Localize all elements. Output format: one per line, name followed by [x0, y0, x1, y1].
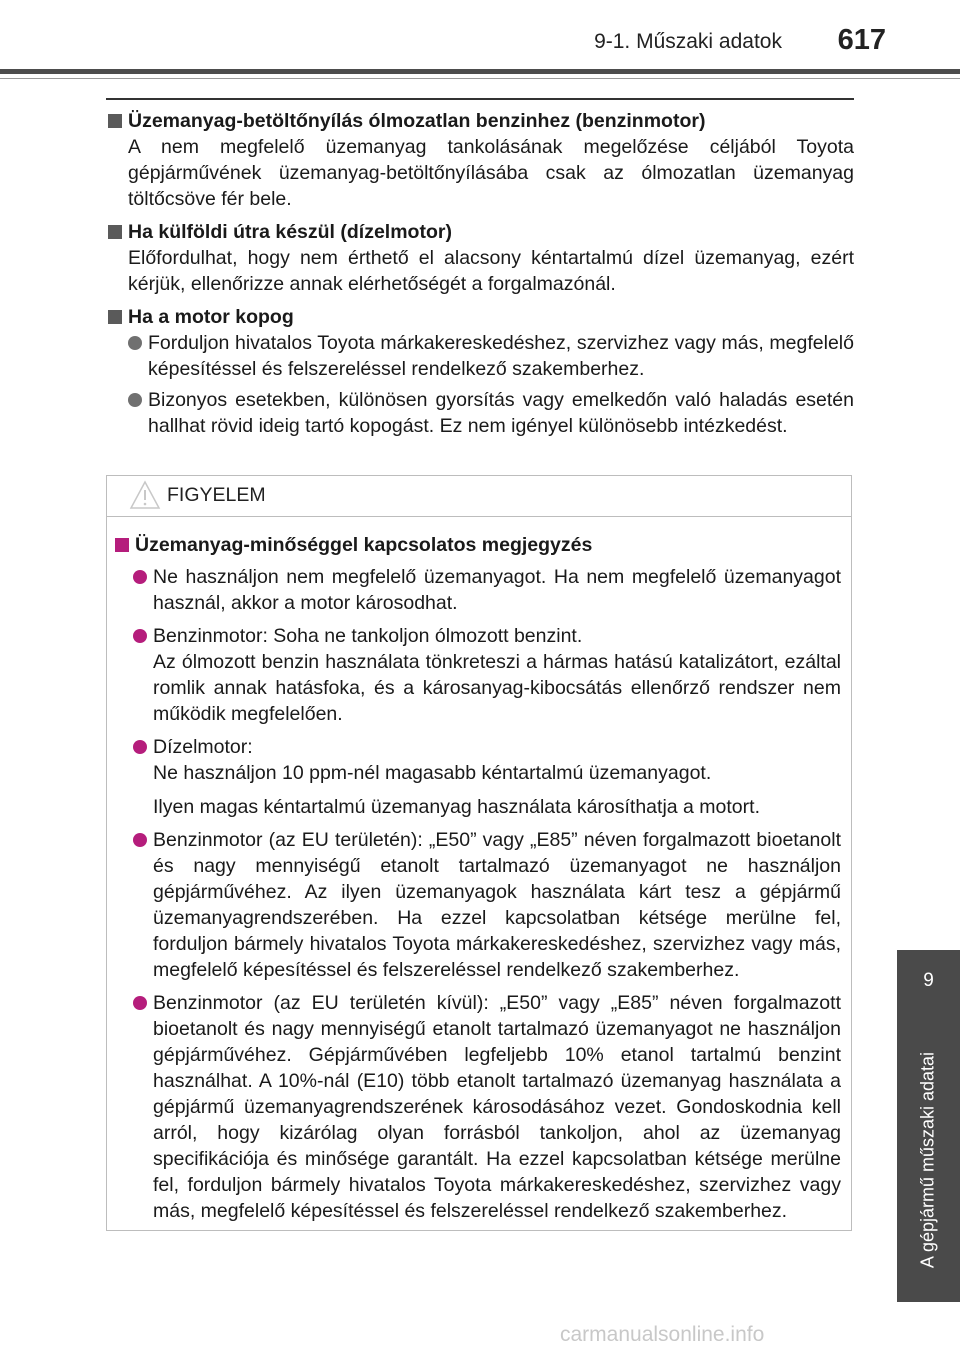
bullet-text: Dízelmotor: [153, 736, 253, 758]
list-item [133, 734, 841, 820]
bullet-text: Ilyen magas kéntartalmú üzemanyag használata károsíthatja a motort. [153, 796, 760, 818]
list-item [128, 330, 854, 382]
round-bullet-icon [128, 336, 142, 350]
square-bullet-icon [108, 114, 122, 128]
list-item [133, 827, 841, 983]
bullet-text: Forduljon hivatalos Toyota márkakereskedéshez, szervizhez vagy más, megfelelő képesítéssel és felszereléssel rendelkező szakemberhez. [148, 332, 854, 380]
section-engine-knock [108, 304, 854, 439]
bullet-text: Ne használjon nem megfelelő üzemanyagot. Ha nem megfelelő üzemanyagot használ, akkor a motor károsodhat. [153, 566, 841, 614]
warning-triangle-icon [129, 480, 161, 510]
list-item [133, 990, 841, 1224]
round-bullet-icon [133, 629, 147, 643]
section-text: A nem megfelelő üzemanyag tankolásának megelőzése céljából Toyota gépjárművének üzemanyag-betöltőnyílásába csak az ólmozatlan üzemanyag töltőcsöve fér bele. [128, 136, 854, 210]
bullet-text: Benzinmotor: Soha ne tankoljon ólmozott benzint. [153, 625, 583, 647]
bullet-text: Ne használjon 10 ppm-nél magasabb kéntartalmú üzemanyagot. [153, 762, 712, 784]
watermark: carmanualsonline.info [560, 1323, 765, 1346]
square-bullet-icon [108, 225, 122, 239]
list-item [133, 564, 841, 616]
chapter-side-tab [897, 950, 960, 1302]
bullet-text: Az ólmozott benzin használata tönkreteszi a hármas hatású katalizátort, ezáltal romlik annak hatásfoka, és a károsanyag-kibocsátás ellenőrző rendszer nem működik megfelelően. [153, 651, 841, 725]
bullet-text: Benzinmotor (az EU területén): „E50” vagy „E85” néven forgalmazott bioetanolt és nagy mennyiségű etanolt tartalmazó üzemanyagot ne használjon gépjárművéhez. Az ilyen üzemanyagok használata kárt tesz a gépjármű üzemanyagrendszerében. Ha ezzel kapcsolatban kétsége merülne fel, forduljon bármely hivatalos Toyota márkakereskedéshez, szervizhez vagy más, megfelelő képesítéssel és felszereléssel rendelkező szakemberhez. [153, 829, 841, 981]
round-bullet-icon [133, 833, 147, 847]
round-bullet-icon [128, 393, 142, 407]
round-bullet-icon [133, 740, 147, 754]
section-abroad [108, 219, 854, 297]
header-rule [0, 69, 960, 74]
bullet-text: Benzinmotor (az EU területén kívül): „E50” vagy „E85” néven forgalmazott bioetanolt és nagy mennyiségű etanolt tartalmazó üzemanyagot ne használjon gépjárművéhez. Gépjárművében legfeljebb 10% etanol tartalmú benzint használhat. A 10%-nál (E10) több etanolt tartalmazó üzemanyag használata a gépjármű üzemanyagrendszerének károsodásához vezet. Gondoskodnia kell arról, hogy kizárólag olyan forrásból tankoljon, ahol az üzemanyag specifikációja és minősége garantált. Ha ezzel kapcsolatban kétsége merülne fel, forduljon bármely hivatalos Toyota márkakereskedéshez, szervizhez vagy más, megfelelő képesítéssel és felszereléssel rendelkező szakemberhez. [153, 992, 841, 1222]
warning-body [115, 532, 841, 1231]
warning-title: Üzemanyag-minőséggel kapcsolatos megjegyzés [135, 534, 593, 556]
header-section-title: 9-1. Műszaki adatok [594, 30, 782, 53]
section-fuel-filler [108, 108, 854, 212]
round-bullet-icon [133, 570, 147, 584]
list-item [133, 623, 841, 727]
warning-box [106, 475, 852, 1231]
chapter-title: A gépjármű műszaki adatai [917, 1051, 938, 1269]
section-title: Üzemanyag-betöltőnyílás ólmozatlan benzinhez (benzinmotor) [128, 110, 706, 132]
square-bullet-icon [115, 538, 129, 552]
bullet-text: Bizonyos esetekben, különösen gyorsítás vagy emelkedőn való haladás esetén hallhat rövid ideig tartó kopogást. Ez nem igényel különösebb intézkedést. [148, 389, 854, 437]
warning-label: FIGYELEM [167, 484, 266, 506]
warning-header [107, 476, 851, 517]
square-bullet-icon [108, 310, 122, 324]
page-header [0, 0, 960, 80]
main-content [108, 108, 854, 446]
chapter-number: 9 [923, 970, 934, 991]
round-bullet-icon [133, 996, 147, 1010]
section-title: Ha külföldi útra készül (dízelmotor) [128, 221, 452, 243]
list-item [128, 387, 854, 439]
header-rule-thin [0, 78, 960, 79]
page-number: 617 [837, 24, 886, 56]
content-top-rule [106, 98, 854, 100]
section-title: Ha a motor kopog [128, 306, 294, 328]
section-text: Előfordulhat, hogy nem érthető el alacsony kéntartalmú dízel üzemanyag, ezért kérjük, ellenőrizze annak elérhetőségét a forgalmazónál. [128, 247, 854, 295]
